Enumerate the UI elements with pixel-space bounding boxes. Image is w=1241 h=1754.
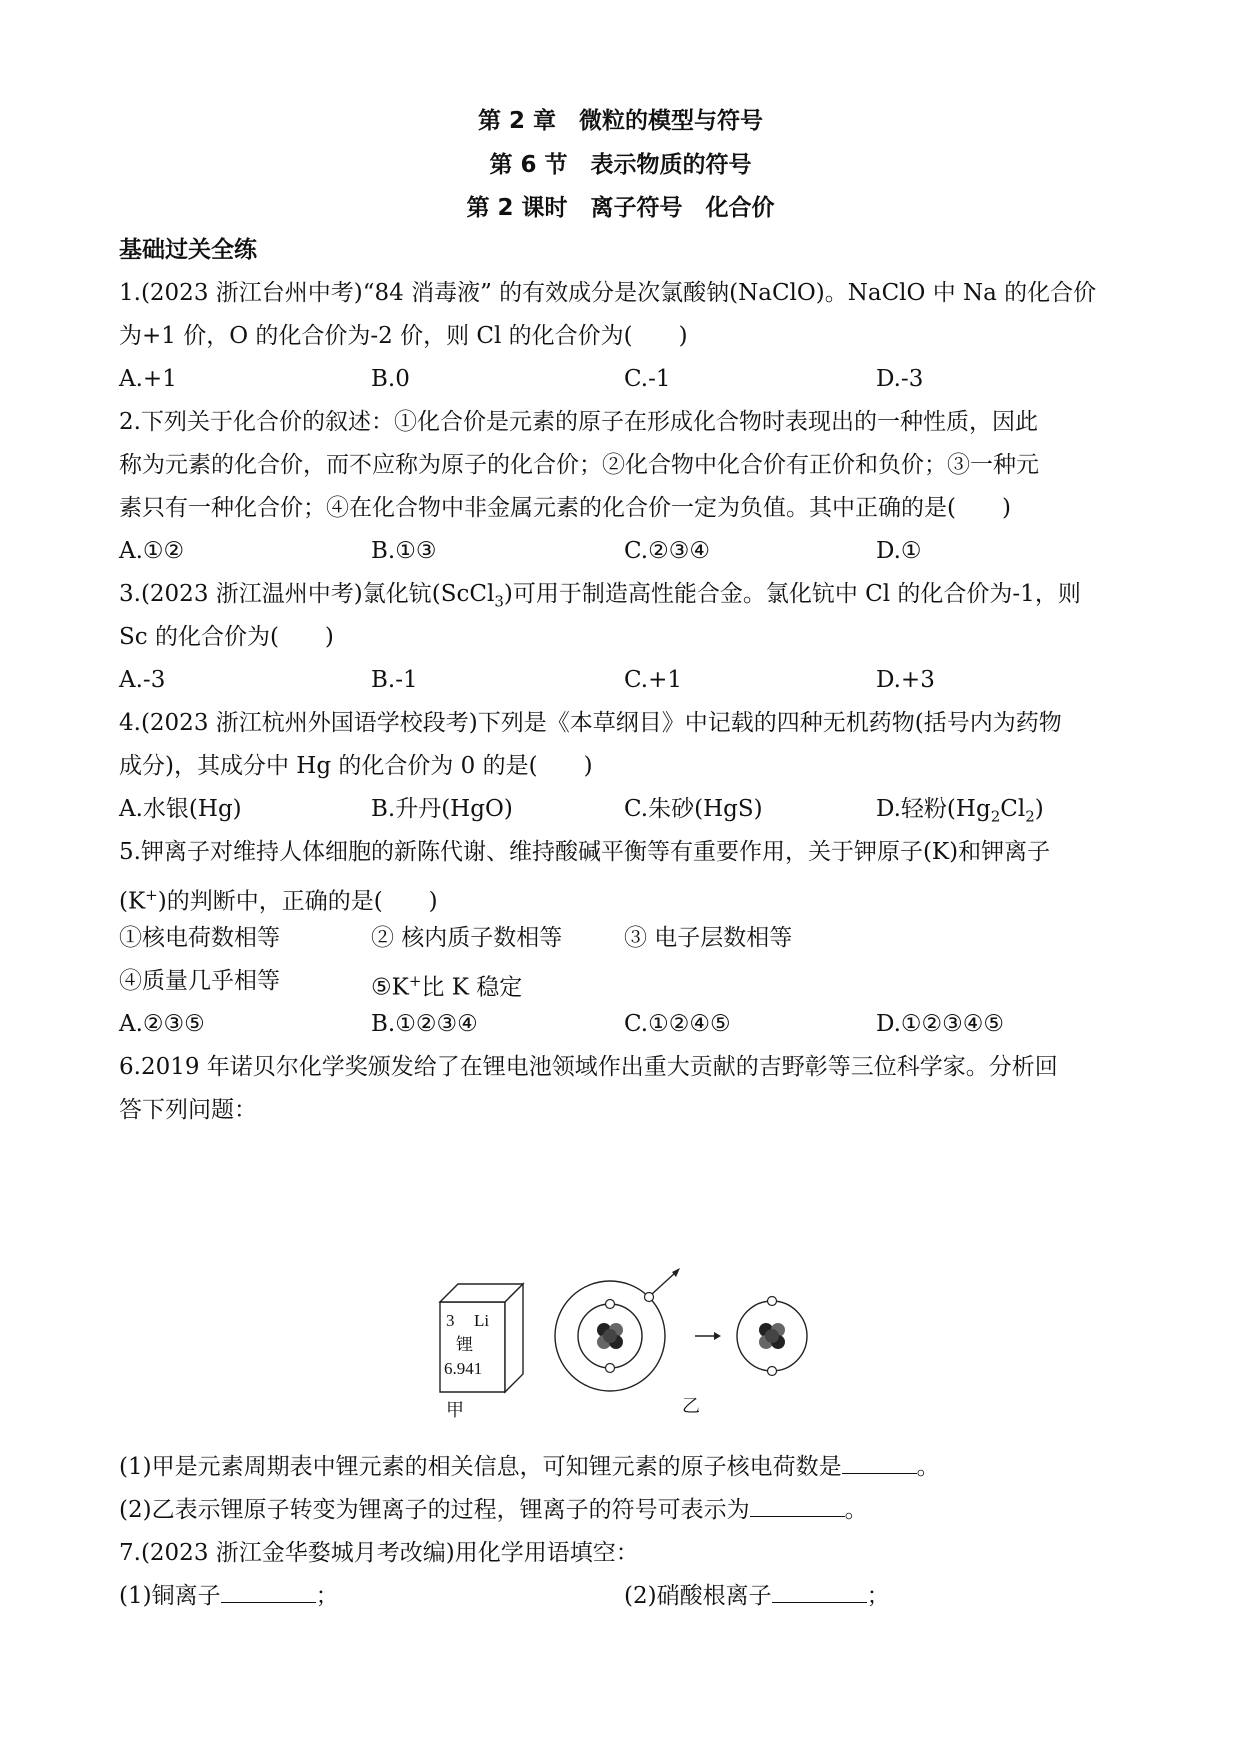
q7-sub2-blank[interactable] [772,1580,867,1603]
q2-option-c: C.②③④ [624,538,710,564]
q7-sub1 [119,1579,339,1613]
q1-option-c: C.-1 [624,366,671,392]
q7-sub1-blank[interactable] [221,1580,316,1603]
q5-option-c: C.①②④⑤ [624,1011,731,1037]
section-title: 第 6 节 表示物质的符号 [489,152,752,178]
q6-sub1-end: 。 [916,1454,940,1480]
q2-options [119,534,1129,568]
q4-option-d-post: ) [1034,796,1044,822]
q5-line2-sup: + [145,886,158,904]
q3-stem-line2: Sc 的化合价为( ) [119,624,334,650]
q7-sub1-end: ； [315,1583,339,1609]
atomic-number: 3 [446,1311,455,1330]
q5-option-b: B.①②③④ [371,1011,478,1037]
q2-option-b: B.①③ [371,538,437,564]
q5-statements-row1 [119,921,1129,955]
lesson-title: 第 2 课时 离子符号 化合价 [466,195,775,221]
q5-statement-1: ①核电荷数相等 [119,925,280,951]
q3-options [119,663,1129,697]
q7-sub2-text: (2)硝酸根离子 [624,1583,772,1609]
q4-stem-line1: 4.(2023 浙江杭州外国语学校段考)下列是《本草纲目》中记载的四种无机药物(括号内为药物 [119,710,1062,736]
q5-options [119,1007,1129,1041]
q5-option-d: D.①②③④⑤ [876,1011,1005,1037]
atomic-mass: 6.941 [444,1359,483,1378]
q2-option-d: D.① [876,538,922,564]
q5-statement-5-post: 比 K 稳定 [421,974,523,1001]
q1-option-d: D.-3 [876,366,924,392]
q4-stem-line2: 成分)，其成分中 Hg 的化合价为 0 的是( ) [119,753,593,779]
lithium-figure [430,1260,830,1420]
q3-line1-post: )可用于制造高性能合金。氯化钪中 Cl 的化合价为-1，则 [503,581,1081,607]
element-name: 锂 [456,1335,473,1355]
q6-sub2-end: 。 [844,1497,868,1523]
q5-option-a: A.②③⑤ [119,1011,205,1037]
q6-sub1-blank[interactable] [842,1451,917,1474]
q6-sub2-text: (2)乙表示锂原子转变为锂离子的过程，锂离子的符号可表示为 [119,1497,750,1523]
q1-option-a: A.+1 [119,366,177,392]
q6-sub2 [119,1493,1129,1527]
q3-line1-pre: 3.(2023 浙江温州中考)氯化钪(ScCl [119,581,495,607]
q4-option-d-sub1: 2 [990,807,1001,826]
q2-option-a: A.①② [119,538,185,564]
q4-option-d-pre: D.轻粉(Hg [876,796,991,822]
q3-option-c: C.+1 [624,667,682,693]
q7-sub2-end: ； [866,1583,890,1609]
q5-line2-pre: (K [119,888,146,915]
q5-statement-5-sup: + [408,972,422,990]
q4-option-a: A.水银(Hg) [119,796,242,822]
lithium-atom [555,1268,680,1391]
q4-options [119,792,1129,826]
q6-stem-line1: 6.2019 年诺贝尔化学奖颁发给了在锂电池领域作出重大贡献的吉野彰等三位科学家。分析回 [119,1054,1058,1080]
q7-stem-line1: 7.(2023 浙江金华婺城月考改编)用化学用语填空： [119,1540,639,1566]
q3-stem-line1 [119,577,1129,619]
element-symbol: Li [474,1311,490,1330]
q4-option-d-mid: Cl [1000,796,1026,822]
label-yi: 乙 [682,1396,700,1417]
q3-option-a: A.-3 [119,667,166,693]
q5-line2-post: )的判断中，正确的是( ) [157,888,438,915]
q6-sub2-blank[interactable] [750,1494,845,1517]
q4-option-c: C.朱砂(HgS) [624,796,763,822]
q4-option-b: B.升丹(HgO) [371,796,513,822]
q5-statement-4: ④质量几乎相等 [119,968,280,994]
q3-option-b: B.-1 [371,667,418,693]
q6-stem-line2: 答下列问题： [119,1097,257,1123]
q5-statement-3: ③ 电子层数相等 [624,925,793,951]
q1-options [119,362,1129,396]
q7-subparts [119,1579,1129,1613]
q3-line1-sub: 3 [494,592,504,611]
q6-sub1-text: (1)甲是元素周期表中锂元素的相关信息，可知锂元素的原子核电荷数是 [119,1454,842,1480]
q7-sub2 [624,1579,890,1613]
q1-stem-line2: 为+1 价，O 的化合价为-2 价，则 Cl 的化合价为( ) [119,323,688,349]
q2-stem-line3: 素只有一种化合价；④在化合物中非金属元素的化合价一定为负值。其中正确的是( ) [119,495,1011,521]
q6-sub1 [119,1450,1129,1484]
q3-option-d: D.+3 [876,667,935,693]
q5-statement-5 [371,964,522,1005]
q1-stem-line1: 1.(2023 浙江台州中考)“84 消毒液” 的有效成分是次氯酸钠(NaClO)。NaClO 中 Na 的化合价 [119,280,1097,306]
q2-stem-line2: 称为元素的化合价，而不应称为原子的化合价；②化合物中化合价有正价和负价；③一种元 [119,452,1039,478]
label-jia: 甲 [446,1400,464,1420]
q4-option-d [876,792,1044,834]
transition-arrow [695,1332,721,1340]
q5-statements-row2 [119,964,1129,1001]
q5-statement-5-pre: ⑤K [371,974,409,1001]
q5-stem-line1: 5.钾离子对维持人体细胞的新陈代谢、维持酸碱平衡等有重要作用，关于钾原子(K)和钾离子 [119,839,1051,865]
q5-stem-line2 [119,878,1129,919]
q4-option-d-sub2: 2 [1025,807,1035,826]
q5-statement-2: ② 核内质子数相等 [371,925,563,951]
lithium-ion [737,1297,807,1376]
q2-stem-line1: 2.下列关于化合价的叙述：①化合价是元素的原子在形成化合物时表现出的一种性质，因此 [119,409,1038,435]
chapter-title: 第 2 章 微粒的模型与符号 [477,108,764,134]
q7-sub1-text: (1)铜离子 [119,1583,221,1609]
section-heading: 基础过关全练 [119,237,257,263]
q1-option-b: B.0 [371,366,410,392]
